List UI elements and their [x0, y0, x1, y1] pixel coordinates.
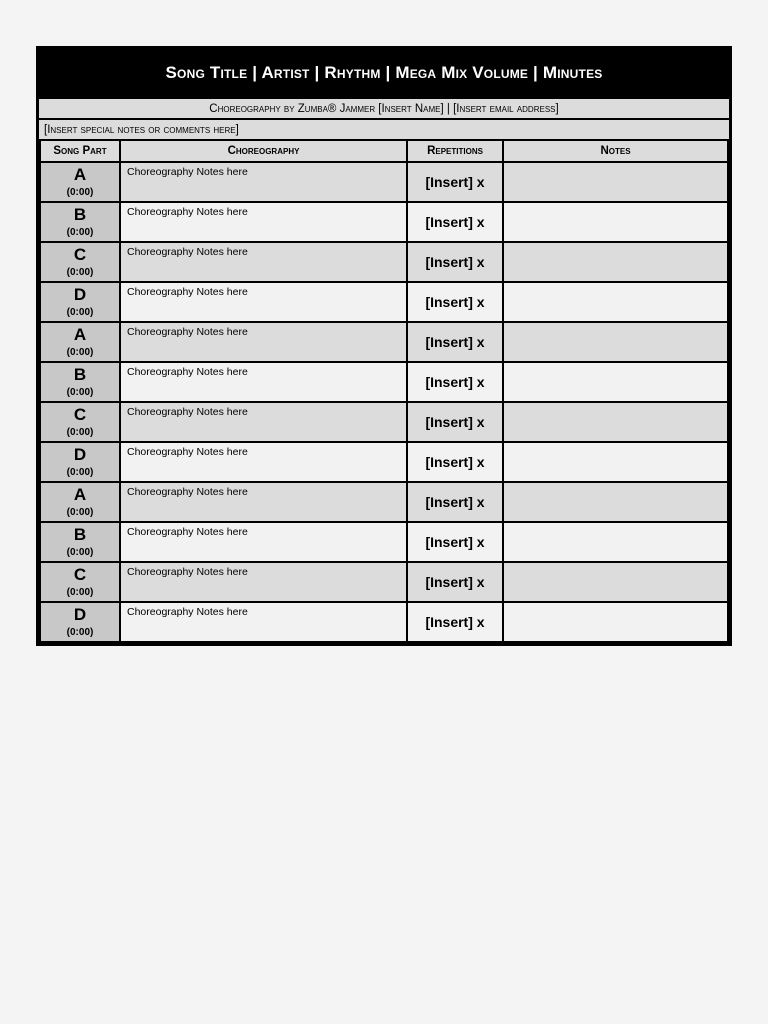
notes-cell[interactable] [503, 322, 728, 362]
table-header-row [40, 140, 728, 162]
song-part-time: (0:00) [66, 506, 94, 518]
repetitions-cell[interactable]: [Insert] x [407, 402, 503, 442]
choreography-notes: Choreography Notes here [127, 286, 248, 298]
song-part-time: (0:00) [66, 226, 94, 238]
table-row [40, 282, 728, 322]
choreography-credit: Choreography by Zumba® Jammer [Insert Name] | [Insert email address] [39, 97, 729, 118]
choreography-notes: Choreography Notes here [127, 406, 248, 418]
table-row [40, 522, 728, 562]
choreography-notes: Choreography Notes here [127, 366, 248, 378]
choreography-sheet [36, 46, 732, 646]
notes-cell[interactable] [503, 242, 728, 282]
song-part-cell [40, 362, 120, 402]
choreography-cell[interactable] [120, 322, 407, 362]
repetitions-cell[interactable]: [Insert] x [407, 242, 503, 282]
notes-cell[interactable] [503, 362, 728, 402]
song-part-cell [40, 562, 120, 602]
notes-cell[interactable] [503, 522, 728, 562]
song-part-letter: B [73, 364, 87, 384]
notes-cell[interactable] [503, 162, 728, 202]
choreography-table [39, 139, 729, 643]
repetitions-cell[interactable]: [Insert] x [407, 602, 503, 642]
repetitions-cell[interactable]: [Insert] x [407, 362, 503, 402]
table-row [40, 442, 728, 482]
choreography-cell[interactable] [120, 482, 407, 522]
table-row [40, 562, 728, 602]
notes-cell[interactable] [503, 282, 728, 322]
song-part-letter: A [73, 484, 87, 504]
notes-cell[interactable] [503, 562, 728, 602]
song-part-time: (0:00) [66, 266, 94, 278]
choreography-notes: Choreography Notes here [127, 166, 248, 178]
song-part-time: (0:00) [66, 186, 94, 198]
repetitions-cell[interactable]: [Insert] x [407, 562, 503, 602]
choreography-notes: Choreography Notes here [127, 566, 248, 578]
table-row [40, 482, 728, 522]
repetitions-cell[interactable]: [Insert] x [407, 322, 503, 362]
song-title-header: Song Title | Artist | Rhythm | Mega Mix Volume | Minutes [39, 49, 729, 97]
choreography-cell[interactable] [120, 442, 407, 482]
repetitions-cell[interactable]: [Insert] x [407, 162, 503, 202]
table-row [40, 402, 728, 442]
choreography-notes: Choreography Notes here [127, 326, 248, 338]
song-part-time: (0:00) [66, 386, 94, 398]
choreography-cell[interactable] [120, 602, 407, 642]
table-row [40, 602, 728, 642]
notes-cell[interactable] [503, 202, 728, 242]
notes-cell[interactable] [503, 602, 728, 642]
song-part-letter: C [73, 244, 87, 264]
repetitions-cell[interactable]: [Insert] x [407, 482, 503, 522]
song-part-cell [40, 602, 120, 642]
choreography-cell[interactable] [120, 202, 407, 242]
choreography-cell[interactable] [120, 362, 407, 402]
table-row [40, 322, 728, 362]
song-part-cell [40, 322, 120, 362]
table-row [40, 242, 728, 282]
choreography-notes: Choreography Notes here [127, 486, 248, 498]
song-part-cell [40, 202, 120, 242]
song-part-letter: A [73, 324, 87, 344]
repetitions-cell[interactable]: [Insert] x [407, 522, 503, 562]
column-header-notes: Notes [503, 140, 728, 162]
song-part-letter: C [73, 564, 87, 584]
choreography-cell[interactable] [120, 282, 407, 322]
song-part-cell [40, 282, 120, 322]
song-part-letter: B [73, 204, 87, 224]
choreography-cell[interactable] [120, 242, 407, 282]
column-header-repetitions: Repetitions [407, 140, 503, 162]
song-part-cell [40, 162, 120, 202]
notes-cell[interactable] [503, 442, 728, 482]
notes-cell[interactable] [503, 402, 728, 442]
choreography-notes: Choreography Notes here [127, 246, 248, 258]
song-part-letter: C [73, 404, 87, 424]
column-header-choreography: Choreography [120, 140, 407, 162]
choreography-cell[interactable] [120, 402, 407, 442]
choreography-cell[interactable] [120, 562, 407, 602]
song-part-cell [40, 522, 120, 562]
choreography-notes: Choreography Notes here [127, 606, 248, 618]
repetitions-cell[interactable]: [Insert] x [407, 442, 503, 482]
choreography-notes: Choreography Notes here [127, 206, 248, 218]
song-part-letter: D [73, 604, 87, 624]
choreography-cell[interactable] [120, 162, 407, 202]
repetitions-cell[interactable]: [Insert] x [407, 202, 503, 242]
song-part-time: (0:00) [66, 306, 94, 318]
song-part-time: (0:00) [66, 426, 94, 438]
song-part-letter: B [73, 524, 87, 544]
table-row [40, 362, 728, 402]
special-notes: [Insert special notes or comments here] [39, 118, 729, 139]
column-header-song-part: Song Part [40, 140, 120, 162]
song-part-cell [40, 482, 120, 522]
song-part-time: (0:00) [66, 546, 94, 558]
table-row [40, 162, 728, 202]
song-part-letter: A [73, 164, 87, 184]
song-part-cell [40, 242, 120, 282]
song-part-cell [40, 442, 120, 482]
choreography-cell[interactable] [120, 522, 407, 562]
song-part-time: (0:00) [66, 466, 94, 478]
song-part-letter: D [73, 284, 87, 304]
choreography-notes: Choreography Notes here [127, 446, 248, 458]
song-part-time: (0:00) [66, 586, 94, 598]
notes-cell[interactable] [503, 482, 728, 522]
repetitions-cell[interactable]: [Insert] x [407, 282, 503, 322]
table-row [40, 202, 728, 242]
song-part-letter: D [73, 444, 87, 464]
song-part-cell [40, 402, 120, 442]
song-part-time: (0:00) [66, 346, 94, 358]
choreography-notes: Choreography Notes here [127, 526, 248, 538]
song-part-time: (0:00) [66, 626, 94, 638]
